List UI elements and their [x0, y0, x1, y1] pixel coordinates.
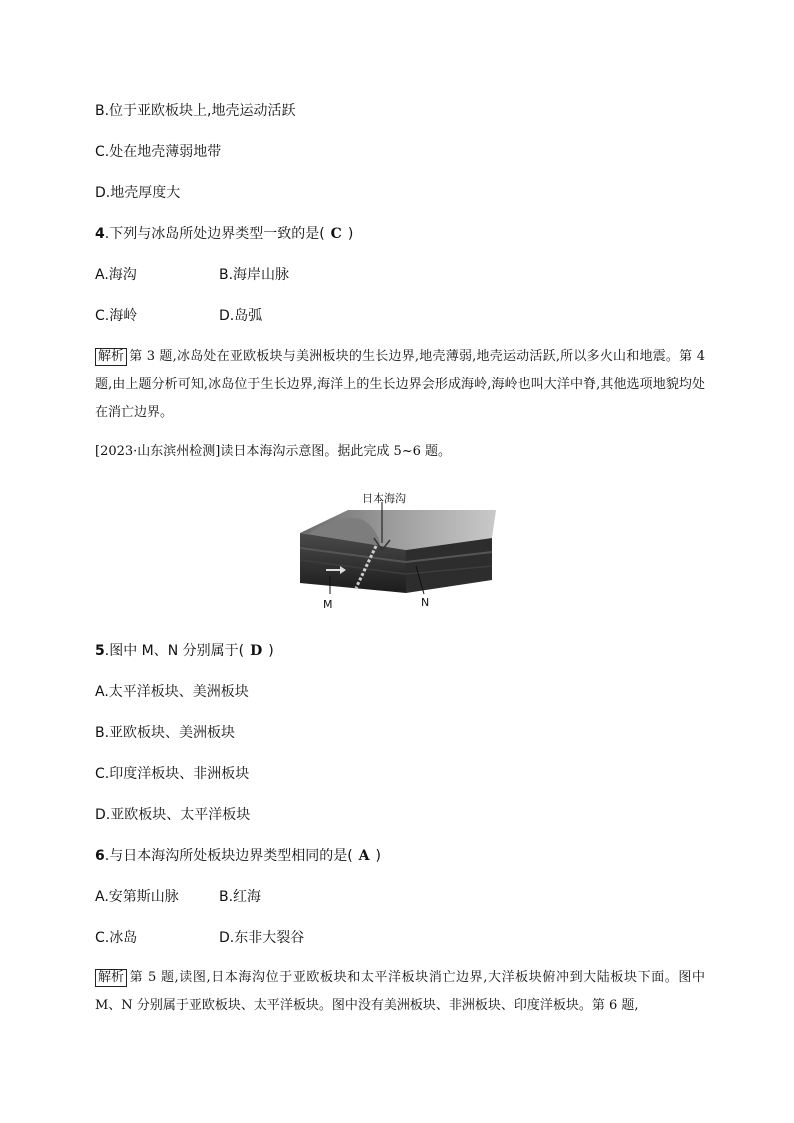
- q4-stem: [95, 225, 353, 243]
- q6-stem: [95, 847, 381, 865]
- q5-text: .图中 M、N 分别属于(: [104, 643, 245, 659]
- q5-number: 5: [95, 643, 105, 659]
- q3-option-d: D.地壳厚度大: [95, 185, 181, 201]
- trench-label: 日本海沟: [362, 492, 406, 505]
- q4-option-c: C.海岭: [95, 308, 138, 324]
- analysis-text: 第 5 题,读图,日本海沟位于亚欧板块和太平洋板块消亡边界,大洋板块俯冲到大陆板块下面。图中 M、N 分别属于亚欧板块、太平洋板块。图中没有美洲板块、非洲板块、印度洋板块。第 6 题,: [95, 970, 705, 1013]
- q4-close: ): [347, 226, 354, 242]
- q6-option-d: D.东非大裂谷: [219, 930, 305, 946]
- q6-option-c: C.冰岛: [95, 930, 138, 946]
- q5-option-a: A.太平洋板块、美洲板块: [95, 684, 249, 700]
- q3-option-b: B.位于亚欧板块上,地壳运动活跃: [95, 103, 296, 119]
- q6-option-a: A.安第斯山脉: [95, 889, 179, 905]
- q6-answer: A: [358, 848, 370, 864]
- q4-number: 4: [95, 226, 105, 242]
- q4-text: .下列与冰岛所处边界类型一致的是(: [104, 226, 325, 242]
- q5-option-b: B.亚欧板块、美洲板块: [95, 725, 236, 741]
- japan-trench-figure: [296, 488, 500, 613]
- q4-option-b: B.海岸山脉: [219, 267, 290, 283]
- analysis-block-2: [95, 964, 705, 1020]
- q3-option-c: C.处在地壳薄弱地带: [95, 144, 222, 160]
- q6-number: 6: [95, 848, 105, 864]
- q6-option-b: B.红海: [219, 889, 262, 905]
- analysis-tag: 解析: [95, 348, 127, 366]
- analysis-tag: 解析: [95, 969, 127, 987]
- analysis-block-1: [95, 343, 705, 427]
- q5-close: ): [268, 643, 274, 659]
- n-label: N: [421, 596, 430, 609]
- q5-option-d: D.亚欧板块、太平洋板块: [95, 807, 251, 823]
- q5-stem: [95, 642, 274, 660]
- q4-option-a: A.海沟: [95, 267, 137, 283]
- q5-option-c: C.印度洋板块、非洲板块: [95, 766, 250, 782]
- source-line: [2023·山东滨州检测]读日本海沟示意图。据此完成 5~6 题。: [95, 444, 452, 459]
- trench-diagram: [296, 488, 500, 613]
- q4-option-d: D.岛弧: [219, 308, 263, 324]
- m-label: M: [323, 598, 333, 611]
- q6-text: .与日本海沟所处板块边界类型相同的是(: [104, 848, 353, 864]
- q5-answer: D: [250, 643, 263, 659]
- q4-answer: C: [330, 226, 342, 242]
- analysis-text: 第 3 题,冰岛处在亚欧板块与美洲板块的生长边界,地壳薄弱,地壳运动活跃,所以多火山和地震。第 4 题,由上题分析可知,冰岛位于生长边界,海洋上的生长边界会形成海岭,海岭也叫大洋中脊,其他选项地貌均处在消亡边界。: [95, 349, 705, 420]
- q6-close: ): [375, 848, 382, 864]
